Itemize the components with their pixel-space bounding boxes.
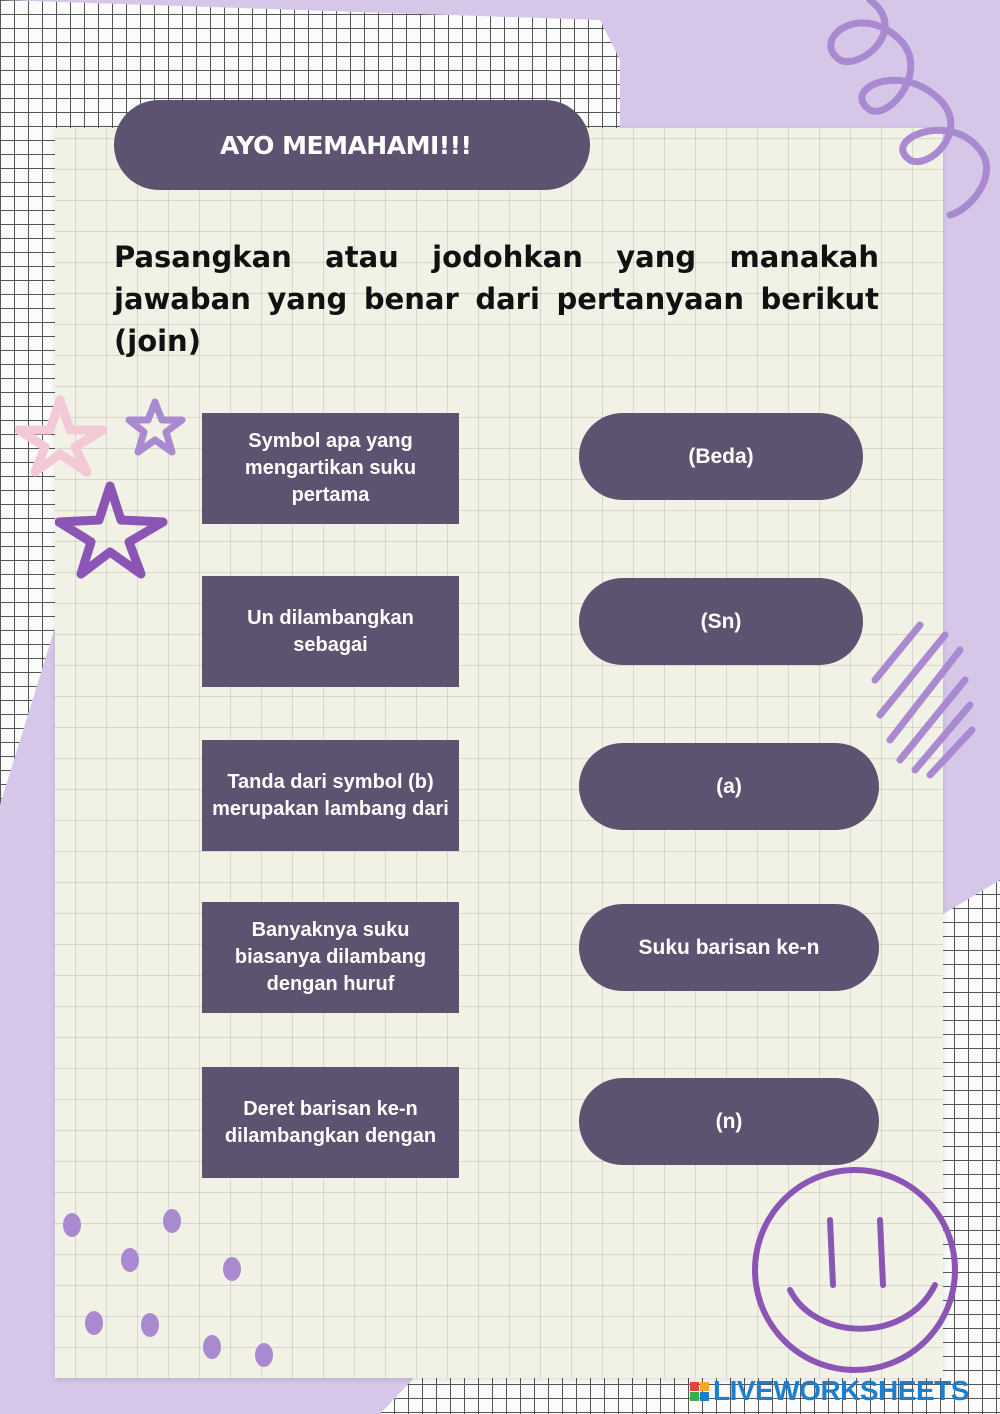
dots-decoration-icon: [60, 1205, 320, 1375]
star-icon-pink: [15, 392, 110, 477]
answer-pill-1[interactable]: (Beda): [579, 413, 863, 500]
instruction-text: Pasangkan atau jodohkan yang manakah jawaban yang benar dari pertanyaan berikut (join): [114, 240, 879, 358]
star-icon-small: [125, 398, 187, 458]
answer-pill-5[interactable]: (n): [579, 1078, 879, 1165]
question-box-5[interactable]: Deret barisan ke-n dilambangkan dengan: [202, 1067, 459, 1178]
question-box-1[interactable]: Symbol apa yang mengartikan suku pertama: [202, 413, 459, 524]
question-box-3[interactable]: Tanda dari symbol (b) merupakan lambang dari: [202, 740, 459, 851]
answer-pill-3[interactable]: (a): [579, 743, 879, 830]
answer-pill-2[interactable]: (Sn): [579, 578, 863, 665]
answer-pill-4[interactable]: Suku barisan ke-n: [579, 904, 879, 991]
squiggle-icon: [800, 0, 1000, 230]
question-box-4[interactable]: Banyaknya suku biasanya dilambang dengan huruf: [202, 902, 459, 1013]
question-box-2[interactable]: Un dilambangkan sebagai: [202, 576, 459, 687]
scribble-icon: [860, 620, 980, 780]
smiley-face-icon: [745, 1165, 970, 1380]
liveworksheets-logo-icon: [690, 1382, 709, 1401]
liveworksheets-logo-text: LIVEWORKSHEETS: [713, 1375, 969, 1406]
page-title: AYO MEMAHAMI!!!: [114, 100, 590, 190]
star-icon-purple: [55, 480, 170, 580]
liveworksheets-logo: [690, 1374, 969, 1408]
